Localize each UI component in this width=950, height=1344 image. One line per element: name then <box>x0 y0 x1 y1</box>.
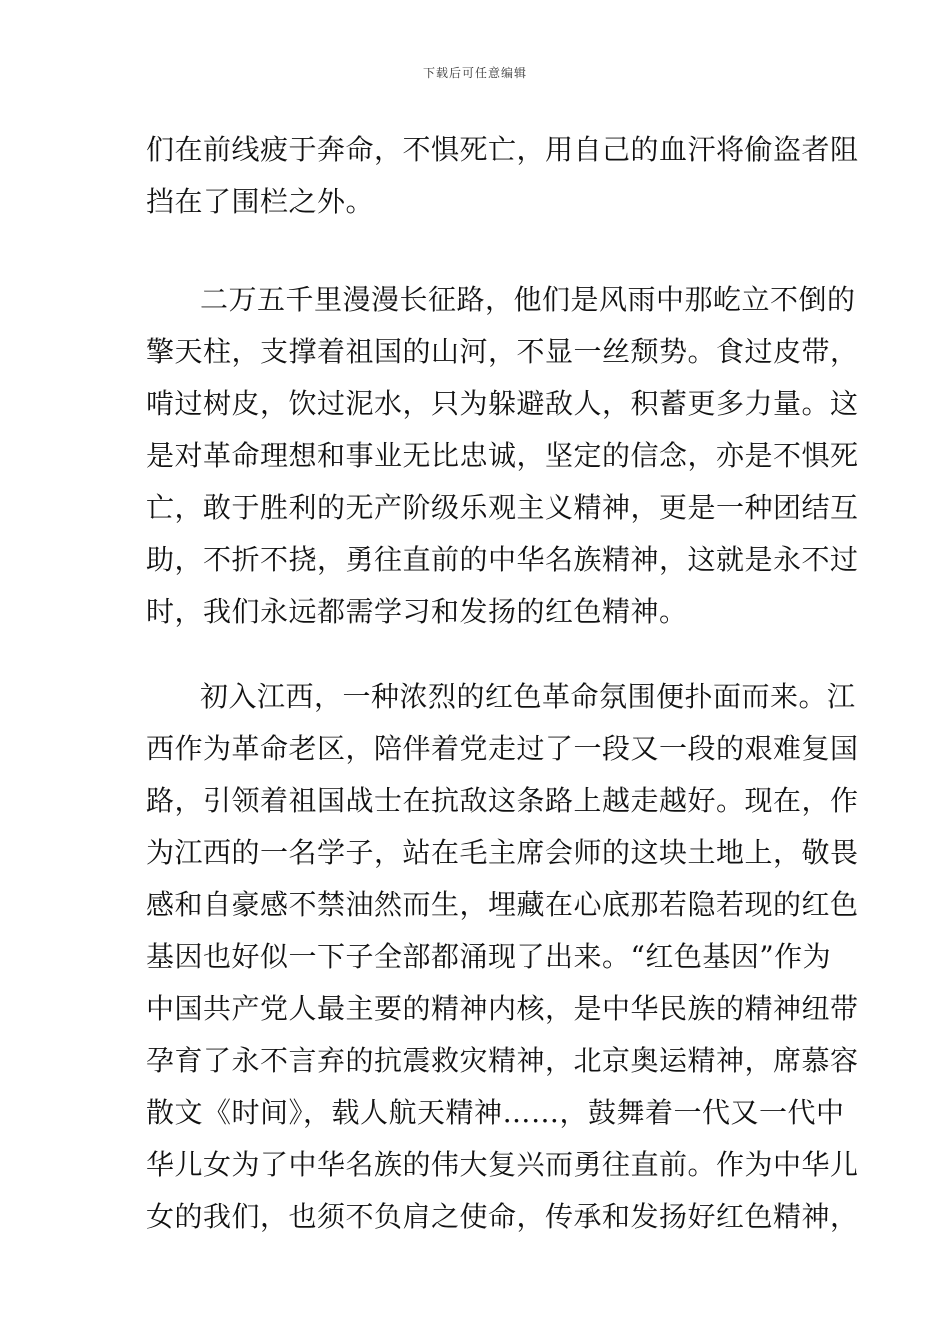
paragraph-line: 华儿女为了中华名族的伟大复兴而勇往直前。作为中华儿 <box>146 1148 859 1181</box>
paragraph-line: 时，我们永远都需学习和发扬的红色精神。 <box>146 595 688 628</box>
paragraph-line: 为江西的一名学子，站在毛主席会师的这块土地上，敬畏 <box>146 836 859 869</box>
paragraph-1 <box>146 124 859 228</box>
paragraph-line: 西作为革命老区，陪伴着党走过了一段又一段的艰难复国 <box>146 732 859 765</box>
paragraph-first-line: 初入江西，一种浓烈的红色革命氛围便扑面而来。江 <box>200 680 856 713</box>
paragraph-2 <box>146 274 859 638</box>
paragraph-line: 啃过树皮，饮过泥水，只为躲避敌人，积蓄更多力量。这 <box>146 387 859 420</box>
paragraph-line: 基因也好似一下子全部都涌现了出来。“红色基因”作为 <box>146 940 832 973</box>
paragraph-line: 亡，敢于胜利的无产阶级乐观主义精神，更是一种团结互 <box>146 491 859 524</box>
paragraph-line: 孕育了永不言弃的抗震救灾精神，北京奥运精神，席慕容 <box>146 1044 859 1077</box>
paragraph-line: 挡在了围栏之外。 <box>146 185 375 218</box>
paragraph-line: 是对革命理想和事业无比忠诚，坚定的信念，亦是不惧死 <box>146 439 859 472</box>
paragraph-line: 散文《时间》，载人航天精神……，鼓舞着一代又一代中 <box>146 1096 845 1129</box>
paragraph-3 <box>146 671 859 1243</box>
header-note: 下载后可任意编辑 <box>422 66 527 80</box>
paragraph-line: 路，引领着祖国战士在抗敌这条路上越走越好。现在，作 <box>146 784 859 817</box>
paragraph-line: 擎天柱，支撑着祖国的山河，不显一丝颓势。食过皮带， <box>146 335 859 368</box>
paragraph-line: 们在前线疲于奔命，不惧死亡，用自己的血汗将偷盗者阻 <box>146 133 859 166</box>
paragraph-line: 助，不折不挠，勇往直前的中华名族精神，这就是永不过 <box>146 543 859 576</box>
paragraph-line: 感和自豪感不禁油然而生，埋藏在心底那若隐若现的红色 <box>146 888 859 921</box>
paragraph-first-line: 二万五千里漫漫长征路，他们是风雨中那屹立不倒的 <box>200 283 856 316</box>
paragraph-line: 中国共产党人最主要的精神内核，是中华民族的精神纽带 <box>146 992 859 1025</box>
paragraph-line: 女的我们，也须不负肩之使命，传承和发扬好红色精神， <box>146 1200 859 1233</box>
